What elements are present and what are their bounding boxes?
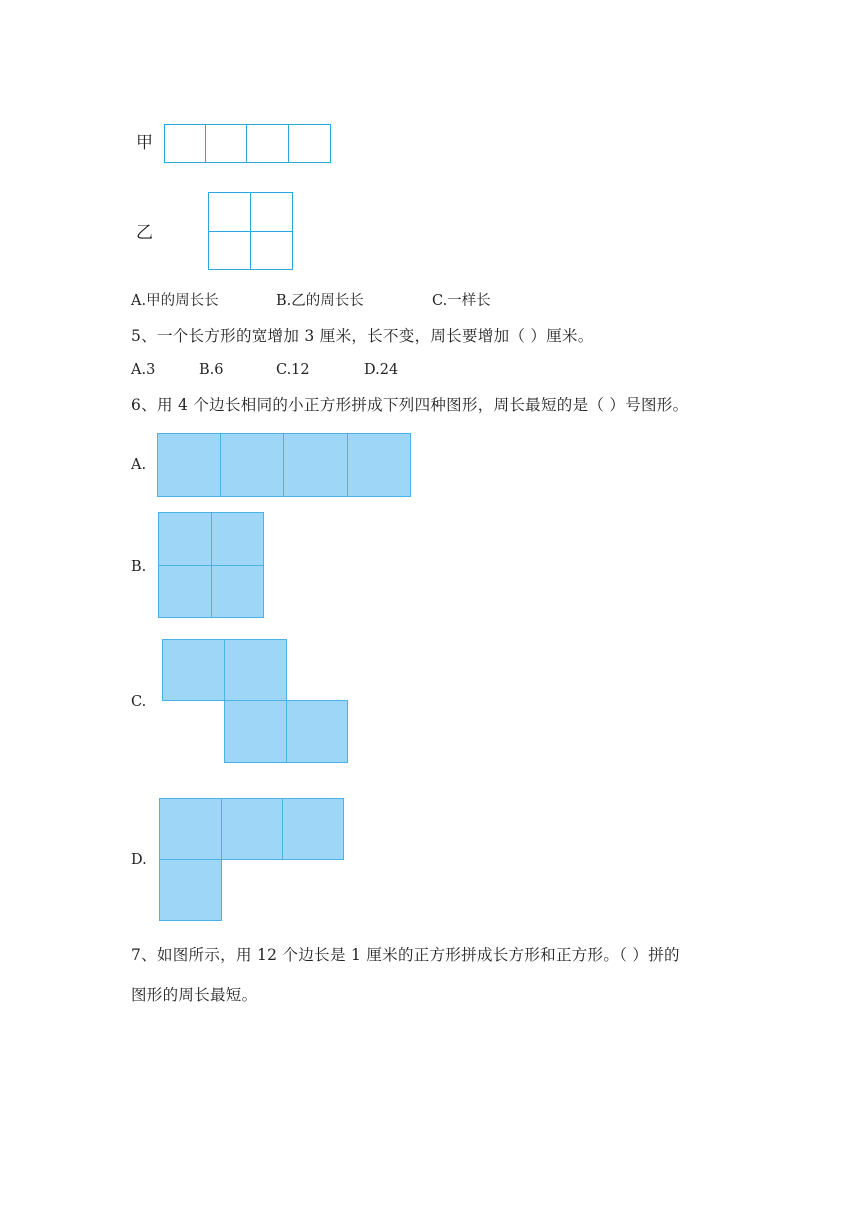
q6c-cell-3 xyxy=(224,700,287,763)
q6-label-d: D. xyxy=(131,852,147,868)
q6-label-b: B. xyxy=(131,559,147,575)
yi-cell-3 xyxy=(208,231,251,270)
q6d-cell-3 xyxy=(282,798,344,860)
jia-cell-1 xyxy=(164,124,206,163)
q6d-cell-2 xyxy=(221,798,283,860)
q6c-cell-4 xyxy=(286,700,348,763)
q6a-cell-2 xyxy=(220,433,284,497)
q6b-cell-4 xyxy=(211,565,264,618)
jia-cell-4 xyxy=(288,124,331,163)
q4-option-c: C.一样长 xyxy=(432,293,491,309)
q6d-cell-1 xyxy=(159,798,222,860)
q6-label-a: A. xyxy=(131,457,147,473)
q6a-cell-4 xyxy=(347,433,411,497)
q6d-cell-4 xyxy=(159,859,222,921)
figure-label-jia: 甲 xyxy=(136,133,153,153)
jia-cell-3 xyxy=(246,124,289,163)
jia-cell-2 xyxy=(205,124,247,163)
q4-option-b: B.乙的周长长 xyxy=(276,293,364,309)
q4-option-a: A.甲的周长长 xyxy=(131,293,219,309)
q5-option-b: B.6 xyxy=(199,362,224,378)
q7-text-line-1: 7、如图所示，用 12 个边长是 1 厘米的正方形拼成长方形和正方形。（ ）拼的 xyxy=(131,946,680,964)
q5-text: 5、一个长方形的宽增加 3 厘米，长不变，周长要增加（ ）厘米。 xyxy=(131,327,594,345)
q5-option-c: C.12 xyxy=(276,362,310,378)
yi-cell-4 xyxy=(250,231,293,270)
q6a-cell-1 xyxy=(157,433,221,497)
q6-label-c: C. xyxy=(131,694,147,710)
figure-label-yi: 乙 xyxy=(136,223,153,243)
q5-option-a: A.3 xyxy=(131,362,156,378)
yi-cell-1 xyxy=(208,192,251,232)
q6c-cell-2 xyxy=(224,639,287,701)
q6a-cell-3 xyxy=(283,433,348,497)
q5-option-d: D.24 xyxy=(364,362,399,378)
q6-text: 6、用 4 个边长相同的小正方形拼成下列四种图形，周长最短的是（ ）号图形。 xyxy=(131,396,689,414)
q7-text-line-2: 图形的周长最短。 xyxy=(131,986,258,1004)
yi-cell-2 xyxy=(250,192,293,232)
q6b-cell-3 xyxy=(158,565,212,618)
q6c-cell-1 xyxy=(162,639,225,701)
q6b-cell-1 xyxy=(158,512,212,566)
q6b-cell-2 xyxy=(211,512,264,566)
